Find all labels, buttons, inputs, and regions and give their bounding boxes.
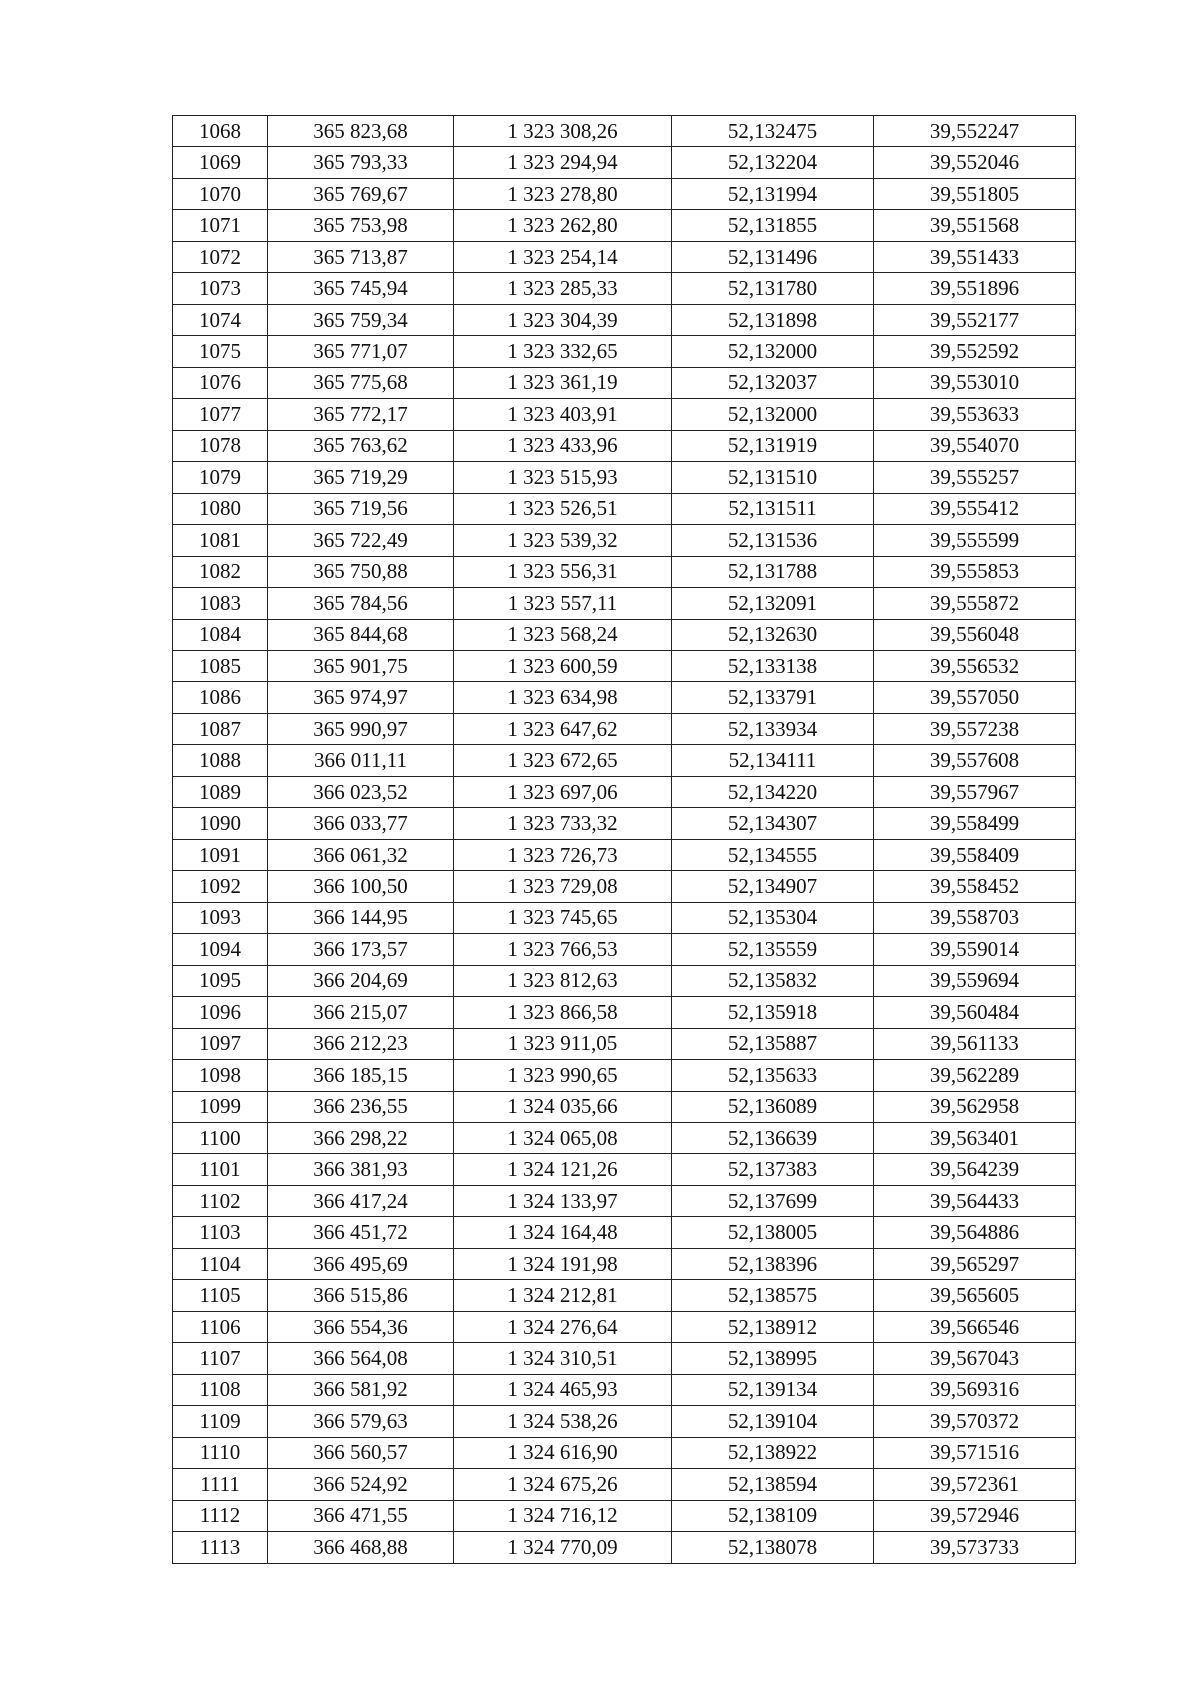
y-coordinate-cell: 1 323 766,53	[454, 934, 672, 965]
y-coordinate-cell: 1 324 675,26	[454, 1469, 672, 1500]
point-number-cell: 1102	[173, 1185, 268, 1216]
point-number-cell: 1090	[173, 808, 268, 839]
y-coordinate-cell: 1 324 035,66	[454, 1091, 672, 1122]
x-coordinate-cell: 366 495,69	[268, 1248, 454, 1279]
table-row	[173, 682, 1076, 713]
table-row	[173, 1311, 1076, 1342]
point-number-cell: 1086	[173, 682, 268, 713]
x-coordinate-cell: 366 417,24	[268, 1185, 454, 1216]
longitude-cell: 39,573733	[874, 1532, 1076, 1563]
longitude-cell: 39,557238	[874, 713, 1076, 744]
longitude-cell: 39,551896	[874, 273, 1076, 304]
table-row	[173, 241, 1076, 272]
latitude-cell: 52,135559	[672, 934, 874, 965]
latitude-cell: 52,131510	[672, 462, 874, 493]
y-coordinate-cell: 1 324 164,48	[454, 1217, 672, 1248]
x-coordinate-cell: 365 763,62	[268, 430, 454, 461]
x-coordinate-cell: 366 554,36	[268, 1311, 454, 1342]
x-coordinate-cell: 366 023,52	[268, 776, 454, 807]
x-coordinate-cell: 366 011,11	[268, 745, 454, 776]
latitude-cell: 52,138922	[672, 1437, 874, 1468]
y-coordinate-cell: 1 324 212,81	[454, 1280, 672, 1311]
y-coordinate-cell: 1 323 568,24	[454, 619, 672, 650]
longitude-cell: 39,551433	[874, 241, 1076, 272]
latitude-cell: 52,139104	[672, 1406, 874, 1437]
point-number-cell: 1111	[173, 1469, 268, 1500]
x-coordinate-cell: 366 451,72	[268, 1217, 454, 1248]
longitude-cell: 39,561133	[874, 1028, 1076, 1059]
x-coordinate-cell: 365 772,17	[268, 399, 454, 430]
point-number-cell: 1085	[173, 650, 268, 681]
x-coordinate-cell: 365 722,49	[268, 525, 454, 556]
table-row	[173, 808, 1076, 839]
latitude-cell: 52,133138	[672, 650, 874, 681]
longitude-cell: 39,563401	[874, 1123, 1076, 1154]
point-number-cell: 1094	[173, 934, 268, 965]
x-coordinate-cell: 366 204,69	[268, 965, 454, 996]
latitude-cell: 52,139134	[672, 1374, 874, 1405]
point-number-cell: 1108	[173, 1374, 268, 1405]
x-coordinate-cell: 366 212,23	[268, 1028, 454, 1059]
longitude-cell: 39,551805	[874, 178, 1076, 209]
longitude-cell: 39,559014	[874, 934, 1076, 965]
table-row	[173, 1248, 1076, 1279]
table-row	[173, 1028, 1076, 1059]
longitude-cell: 39,556048	[874, 619, 1076, 650]
table-row	[173, 839, 1076, 870]
y-coordinate-cell: 1 323 332,65	[454, 336, 672, 367]
point-number-cell: 1106	[173, 1311, 268, 1342]
point-number-cell: 1101	[173, 1154, 268, 1185]
table-row	[173, 1469, 1076, 1500]
longitude-cell: 39,555872	[874, 588, 1076, 619]
y-coordinate-cell: 1 323 557,11	[454, 588, 672, 619]
longitude-cell: 39,557608	[874, 745, 1076, 776]
latitude-cell: 52,131511	[672, 493, 874, 524]
x-coordinate-cell: 366 579,63	[268, 1406, 454, 1437]
latitude-cell: 52,135633	[672, 1060, 874, 1091]
point-number-cell: 1100	[173, 1123, 268, 1154]
longitude-cell: 39,572361	[874, 1469, 1076, 1500]
table-row	[173, 525, 1076, 556]
y-coordinate-cell: 1 323 911,05	[454, 1028, 672, 1059]
latitude-cell: 52,137699	[672, 1185, 874, 1216]
latitude-cell: 52,133791	[672, 682, 874, 713]
point-number-cell: 1084	[173, 619, 268, 650]
table-row	[173, 462, 1076, 493]
table-row	[173, 1500, 1076, 1531]
y-coordinate-cell: 1 324 465,93	[454, 1374, 672, 1405]
x-coordinate-cell: 365 713,87	[268, 241, 454, 272]
point-number-cell: 1089	[173, 776, 268, 807]
latitude-cell: 52,131855	[672, 210, 874, 241]
x-coordinate-cell: 366 100,50	[268, 871, 454, 902]
x-coordinate-cell: 365 823,68	[268, 116, 454, 147]
table-row	[173, 619, 1076, 650]
latitude-cell: 52,132091	[672, 588, 874, 619]
table-row	[173, 1374, 1076, 1405]
y-coordinate-cell: 1 323 556,31	[454, 556, 672, 587]
latitude-cell: 52,134111	[672, 745, 874, 776]
y-coordinate-cell: 1 323 745,65	[454, 902, 672, 933]
table-row	[173, 650, 1076, 681]
x-coordinate-cell: 365 901,75	[268, 650, 454, 681]
latitude-cell: 52,132000	[672, 336, 874, 367]
point-number-cell: 1110	[173, 1437, 268, 1468]
table-row	[173, 1060, 1076, 1091]
latitude-cell: 52,134220	[672, 776, 874, 807]
table-row	[173, 336, 1076, 367]
point-number-cell: 1096	[173, 997, 268, 1028]
y-coordinate-cell: 1 323 526,51	[454, 493, 672, 524]
y-coordinate-cell: 1 323 729,08	[454, 871, 672, 902]
x-coordinate-cell: 365 784,56	[268, 588, 454, 619]
latitude-cell: 52,138912	[672, 1311, 874, 1342]
latitude-cell: 52,131780	[672, 273, 874, 304]
x-coordinate-cell: 366 173,57	[268, 934, 454, 965]
point-number-cell: 1080	[173, 493, 268, 524]
y-coordinate-cell: 1 323 990,65	[454, 1060, 672, 1091]
y-coordinate-cell: 1 323 304,39	[454, 304, 672, 335]
point-number-cell: 1109	[173, 1406, 268, 1437]
y-coordinate-cell: 1 323 539,32	[454, 525, 672, 556]
x-coordinate-cell: 366 564,08	[268, 1343, 454, 1374]
x-coordinate-cell: 365 745,94	[268, 273, 454, 304]
point-number-cell: 1103	[173, 1217, 268, 1248]
point-number-cell: 1107	[173, 1343, 268, 1374]
point-number-cell: 1074	[173, 304, 268, 335]
table-row	[173, 965, 1076, 996]
longitude-cell: 39,558409	[874, 839, 1076, 870]
table-row	[173, 776, 1076, 807]
point-number-cell: 1076	[173, 367, 268, 398]
x-coordinate-cell: 366 144,95	[268, 902, 454, 933]
longitude-cell: 39,569316	[874, 1374, 1076, 1405]
longitude-cell: 39,555853	[874, 556, 1076, 587]
latitude-cell: 52,138575	[672, 1280, 874, 1311]
latitude-cell: 52,132204	[672, 147, 874, 178]
point-number-cell: 1070	[173, 178, 268, 209]
latitude-cell: 52,135918	[672, 997, 874, 1028]
longitude-cell: 39,558499	[874, 808, 1076, 839]
latitude-cell: 52,138078	[672, 1532, 874, 1563]
longitude-cell: 39,554070	[874, 430, 1076, 461]
y-coordinate-cell: 1 323 285,33	[454, 273, 672, 304]
table-row	[173, 871, 1076, 902]
y-coordinate-cell: 1 324 538,26	[454, 1406, 672, 1437]
longitude-cell: 39,560484	[874, 997, 1076, 1028]
coordinates-table-body	[173, 116, 1076, 1564]
latitude-cell: 52,134907	[672, 871, 874, 902]
latitude-cell: 52,132630	[672, 619, 874, 650]
point-number-cell: 1099	[173, 1091, 268, 1122]
y-coordinate-cell: 1 324 770,09	[454, 1532, 672, 1563]
y-coordinate-cell: 1 324 133,97	[454, 1185, 672, 1216]
longitude-cell: 39,558452	[874, 871, 1076, 902]
latitude-cell: 52,135832	[672, 965, 874, 996]
y-coordinate-cell: 1 323 812,63	[454, 965, 672, 996]
table-row	[173, 367, 1076, 398]
longitude-cell: 39,562289	[874, 1060, 1076, 1091]
table-row	[173, 588, 1076, 619]
longitude-cell: 39,562958	[874, 1091, 1076, 1122]
table-row	[173, 116, 1076, 147]
latitude-cell: 52,131496	[672, 241, 874, 272]
y-coordinate-cell: 1 323 308,26	[454, 116, 672, 147]
y-coordinate-cell: 1 324 310,51	[454, 1343, 672, 1374]
x-coordinate-cell: 365 771,07	[268, 336, 454, 367]
point-number-cell: 1097	[173, 1028, 268, 1059]
longitude-cell: 39,570372	[874, 1406, 1076, 1437]
x-coordinate-cell: 366 215,07	[268, 997, 454, 1028]
longitude-cell: 39,551568	[874, 210, 1076, 241]
x-coordinate-cell: 366 381,93	[268, 1154, 454, 1185]
longitude-cell: 39,564433	[874, 1185, 1076, 1216]
y-coordinate-cell: 1 323 361,19	[454, 367, 672, 398]
longitude-cell: 39,553633	[874, 399, 1076, 430]
x-coordinate-cell: 365 769,67	[268, 178, 454, 209]
longitude-cell: 39,555412	[874, 493, 1076, 524]
x-coordinate-cell: 366 061,32	[268, 839, 454, 870]
point-number-cell: 1091	[173, 839, 268, 870]
y-coordinate-cell: 1 323 733,32	[454, 808, 672, 839]
table-row	[173, 934, 1076, 965]
latitude-cell: 52,137383	[672, 1154, 874, 1185]
table-row	[173, 1406, 1076, 1437]
longitude-cell: 39,557050	[874, 682, 1076, 713]
point-number-cell: 1069	[173, 147, 268, 178]
latitude-cell: 52,138396	[672, 1248, 874, 1279]
longitude-cell: 39,552592	[874, 336, 1076, 367]
table-row	[173, 902, 1076, 933]
x-coordinate-cell: 366 185,15	[268, 1060, 454, 1091]
point-number-cell: 1075	[173, 336, 268, 367]
longitude-cell: 39,564239	[874, 1154, 1076, 1185]
y-coordinate-cell: 1 323 672,65	[454, 745, 672, 776]
x-coordinate-cell: 366 560,57	[268, 1437, 454, 1468]
y-coordinate-cell: 1 323 254,14	[454, 241, 672, 272]
latitude-cell: 52,131919	[672, 430, 874, 461]
longitude-cell: 39,559694	[874, 965, 1076, 996]
longitude-cell: 39,565605	[874, 1280, 1076, 1311]
longitude-cell: 39,565297	[874, 1248, 1076, 1279]
longitude-cell: 39,572946	[874, 1500, 1076, 1531]
point-number-cell: 1068	[173, 116, 268, 147]
coordinates-table	[172, 115, 1076, 1564]
y-coordinate-cell: 1 323 515,93	[454, 462, 672, 493]
longitude-cell: 39,555257	[874, 462, 1076, 493]
y-coordinate-cell: 1 323 647,62	[454, 713, 672, 744]
x-coordinate-cell: 366 468,88	[268, 1532, 454, 1563]
x-coordinate-cell: 365 974,97	[268, 682, 454, 713]
x-coordinate-cell: 366 236,55	[268, 1091, 454, 1122]
x-coordinate-cell: 365 719,29	[268, 462, 454, 493]
table-row	[173, 556, 1076, 587]
x-coordinate-cell: 366 524,92	[268, 1469, 454, 1500]
latitude-cell: 52,131898	[672, 304, 874, 335]
table-row	[173, 178, 1076, 209]
x-coordinate-cell: 365 719,56	[268, 493, 454, 524]
latitude-cell: 52,138005	[672, 1217, 874, 1248]
latitude-cell: 52,135304	[672, 902, 874, 933]
y-coordinate-cell: 1 324 065,08	[454, 1123, 672, 1154]
longitude-cell: 39,552247	[874, 116, 1076, 147]
longitude-cell: 39,553010	[874, 367, 1076, 398]
y-coordinate-cell: 1 323 294,94	[454, 147, 672, 178]
x-coordinate-cell: 366 471,55	[268, 1500, 454, 1531]
table-row	[173, 1437, 1076, 1468]
y-coordinate-cell: 1 323 278,80	[454, 178, 672, 209]
x-coordinate-cell: 365 750,88	[268, 556, 454, 587]
point-number-cell: 1093	[173, 902, 268, 933]
point-number-cell: 1104	[173, 1248, 268, 1279]
latitude-cell: 52,138594	[672, 1469, 874, 1500]
table-row	[173, 399, 1076, 430]
table-row	[173, 1123, 1076, 1154]
table-row	[173, 997, 1076, 1028]
latitude-cell: 52,138995	[672, 1343, 874, 1374]
point-number-cell: 1095	[173, 965, 268, 996]
y-coordinate-cell: 1 324 616,90	[454, 1437, 672, 1468]
table-row	[173, 745, 1076, 776]
x-coordinate-cell: 366 581,92	[268, 1374, 454, 1405]
y-coordinate-cell: 1 324 276,64	[454, 1311, 672, 1342]
longitude-cell: 39,556532	[874, 650, 1076, 681]
y-coordinate-cell: 1 323 634,98	[454, 682, 672, 713]
longitude-cell: 39,552046	[874, 147, 1076, 178]
point-number-cell: 1113	[173, 1532, 268, 1563]
latitude-cell: 52,138109	[672, 1500, 874, 1531]
point-number-cell: 1071	[173, 210, 268, 241]
longitude-cell: 39,567043	[874, 1343, 1076, 1374]
table-row	[173, 1217, 1076, 1248]
point-number-cell: 1082	[173, 556, 268, 587]
x-coordinate-cell: 366 033,77	[268, 808, 454, 839]
y-coordinate-cell: 1 323 726,73	[454, 839, 672, 870]
longitude-cell: 39,558703	[874, 902, 1076, 933]
y-coordinate-cell: 1 323 697,06	[454, 776, 672, 807]
point-number-cell: 1083	[173, 588, 268, 619]
y-coordinate-cell: 1 323 433,96	[454, 430, 672, 461]
table-row	[173, 430, 1076, 461]
table-row	[173, 1532, 1076, 1563]
longitude-cell: 39,571516	[874, 1437, 1076, 1468]
y-coordinate-cell: 1 324 191,98	[454, 1248, 672, 1279]
x-coordinate-cell: 366 298,22	[268, 1123, 454, 1154]
table-row	[173, 1091, 1076, 1122]
point-number-cell: 1078	[173, 430, 268, 461]
point-number-cell: 1077	[173, 399, 268, 430]
latitude-cell: 52,131536	[672, 525, 874, 556]
point-number-cell: 1088	[173, 745, 268, 776]
latitude-cell: 52,136089	[672, 1091, 874, 1122]
latitude-cell: 52,132037	[672, 367, 874, 398]
longitude-cell: 39,566546	[874, 1311, 1076, 1342]
point-number-cell: 1098	[173, 1060, 268, 1091]
x-coordinate-cell: 366 515,86	[268, 1280, 454, 1311]
table-row	[173, 210, 1076, 241]
latitude-cell: 52,136639	[672, 1123, 874, 1154]
latitude-cell: 52,134307	[672, 808, 874, 839]
point-number-cell: 1072	[173, 241, 268, 272]
table-row	[173, 1154, 1076, 1185]
y-coordinate-cell: 1 324 716,12	[454, 1500, 672, 1531]
table-row	[173, 1185, 1076, 1216]
latitude-cell: 52,132000	[672, 399, 874, 430]
x-coordinate-cell: 365 793,33	[268, 147, 454, 178]
latitude-cell: 52,132475	[672, 116, 874, 147]
y-coordinate-cell: 1 323 403,91	[454, 399, 672, 430]
table-row	[173, 713, 1076, 744]
longitude-cell: 39,555599	[874, 525, 1076, 556]
x-coordinate-cell: 365 990,97	[268, 713, 454, 744]
point-number-cell: 1112	[173, 1500, 268, 1531]
table-row	[173, 304, 1076, 335]
table-row	[173, 493, 1076, 524]
x-coordinate-cell: 365 775,68	[268, 367, 454, 398]
point-number-cell: 1087	[173, 713, 268, 744]
table-row	[173, 147, 1076, 178]
latitude-cell: 52,133934	[672, 713, 874, 744]
x-coordinate-cell: 365 759,34	[268, 304, 454, 335]
latitude-cell: 52,131788	[672, 556, 874, 587]
point-number-cell: 1092	[173, 871, 268, 902]
y-coordinate-cell: 1 323 866,58	[454, 997, 672, 1028]
table-row	[173, 273, 1076, 304]
point-number-cell: 1073	[173, 273, 268, 304]
latitude-cell: 52,134555	[672, 839, 874, 870]
point-number-cell: 1081	[173, 525, 268, 556]
longitude-cell: 39,552177	[874, 304, 1076, 335]
x-coordinate-cell: 365 753,98	[268, 210, 454, 241]
y-coordinate-cell: 1 323 600,59	[454, 650, 672, 681]
table-row	[173, 1280, 1076, 1311]
latitude-cell: 52,131994	[672, 178, 874, 209]
longitude-cell: 39,564886	[874, 1217, 1076, 1248]
latitude-cell: 52,135887	[672, 1028, 874, 1059]
point-number-cell: 1105	[173, 1280, 268, 1311]
point-number-cell: 1079	[173, 462, 268, 493]
longitude-cell: 39,557967	[874, 776, 1076, 807]
table-row	[173, 1343, 1076, 1374]
x-coordinate-cell: 365 844,68	[268, 619, 454, 650]
y-coordinate-cell: 1 323 262,80	[454, 210, 672, 241]
y-coordinate-cell: 1 324 121,26	[454, 1154, 672, 1185]
